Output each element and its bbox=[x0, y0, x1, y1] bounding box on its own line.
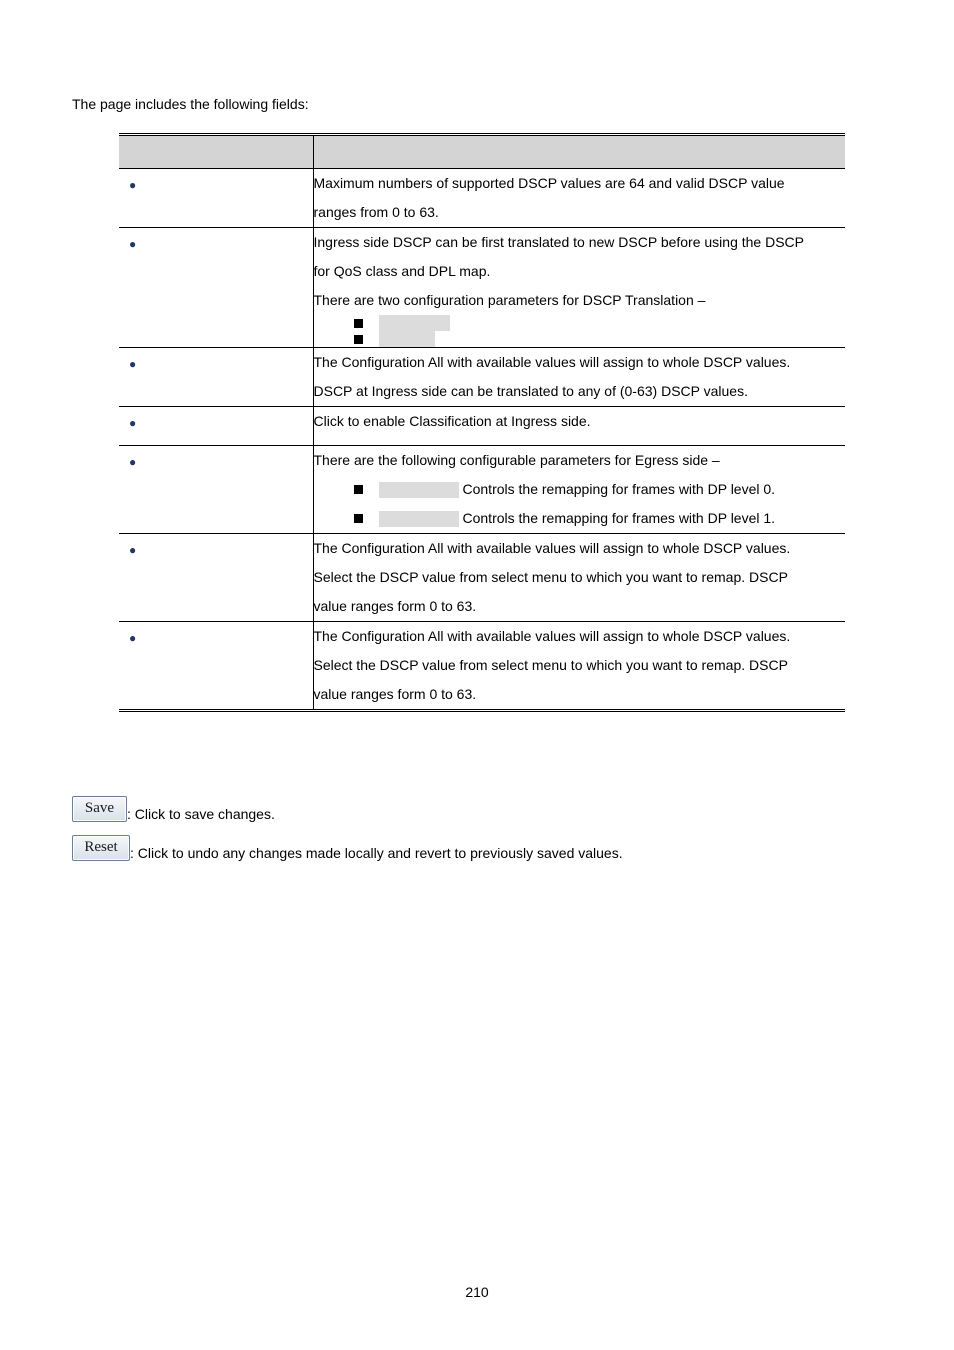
description-line: Click to enable Classification at Ingress side. bbox=[313, 413, 591, 429]
bullet-icon: ● bbox=[129, 543, 137, 557]
description-cell bbox=[313, 348, 845, 407]
table-row bbox=[119, 169, 845, 228]
table-header-row bbox=[119, 135, 845, 169]
object-cell bbox=[119, 348, 313, 407]
description-cell bbox=[313, 622, 845, 711]
description-line: The Configuration All with available values will assign to whole DSCP values. bbox=[313, 540, 791, 556]
bullet-icon: ● bbox=[129, 455, 137, 469]
description-cell bbox=[313, 407, 845, 446]
sub-item bbox=[314, 475, 846, 504]
description-line: Ingress side DSCP can be first translated to new DSCP before using the DSCP bbox=[313, 234, 805, 250]
bullet-icon: ● bbox=[129, 631, 137, 645]
sub-item bbox=[314, 315, 846, 331]
header-object bbox=[119, 135, 313, 169]
redacted-label bbox=[379, 482, 459, 498]
intro-text: The page includes the following fields: bbox=[72, 96, 309, 112]
object-cell bbox=[119, 169, 313, 228]
description-line: The Configuration All with available values will assign to whole DSCP values. bbox=[313, 628, 791, 644]
description-cell bbox=[313, 228, 845, 348]
table-row bbox=[119, 348, 845, 407]
sub-item-text: Controls the remapping for frames with DP level 0. bbox=[462, 481, 776, 497]
description-line: ranges from 0 to 63. bbox=[313, 204, 439, 220]
description-line: value ranges form 0 to 63. bbox=[313, 598, 477, 614]
square-bullet-icon bbox=[354, 514, 363, 523]
sub-item bbox=[314, 504, 846, 533]
object-cell bbox=[119, 446, 313, 534]
description-cell bbox=[313, 169, 845, 228]
description-line: Select the DSCP value from select menu to which you want to remap. DSCP bbox=[313, 569, 788, 585]
bullet-icon: ● bbox=[129, 178, 137, 192]
description-line: The Configuration All with available values will assign to whole DSCP values. bbox=[313, 354, 791, 370]
save-row bbox=[72, 796, 275, 822]
bullet-icon: ● bbox=[129, 357, 137, 371]
object-cell bbox=[119, 534, 313, 622]
redacted-label bbox=[379, 511, 459, 527]
description-line: value ranges form 0 to 63. bbox=[313, 686, 477, 702]
redacted-label bbox=[379, 315, 450, 331]
save-description: : Click to save changes. bbox=[127, 806, 275, 822]
redacted-label bbox=[379, 331, 435, 347]
description-cell bbox=[313, 446, 845, 534]
table-row bbox=[119, 446, 845, 534]
description-line: Select the DSCP value from select menu to which you want to remap. DSCP bbox=[313, 657, 788, 673]
object-cell bbox=[119, 407, 313, 446]
sub-item bbox=[314, 331, 846, 347]
description-line: for QoS class and DPL map. bbox=[313, 263, 491, 279]
description-cell bbox=[313, 534, 845, 622]
square-bullet-icon bbox=[354, 485, 363, 494]
header-description bbox=[313, 135, 845, 169]
object-cell bbox=[119, 622, 313, 711]
description-line: There are two configuration parameters for DSCP Translation – bbox=[313, 292, 706, 308]
reset-row bbox=[72, 835, 623, 861]
description-line: DSCP at Ingress side can be translated to any of (0-63) DSCP values. bbox=[313, 383, 748, 399]
reset-description: : Click to undo any changes made locally and revert to previously saved values. bbox=[130, 845, 623, 861]
sub-item-text: Controls the remapping for frames with DP level 1. bbox=[462, 510, 776, 526]
description-line: Maximum numbers of supported DSCP values are 64 and valid DSCP value bbox=[313, 175, 785, 191]
fields-table bbox=[119, 133, 845, 712]
square-bullet-icon bbox=[354, 335, 363, 344]
table-row bbox=[119, 228, 845, 348]
bullet-icon: ● bbox=[129, 416, 137, 430]
square-bullet-icon bbox=[354, 319, 363, 328]
save-button[interactable]: Save bbox=[72, 796, 127, 822]
bullet-icon: ● bbox=[129, 237, 137, 251]
description-line: There are the following configurable parameters for Egress side – bbox=[313, 452, 720, 468]
reset-button[interactable]: Reset bbox=[72, 835, 130, 861]
table-row bbox=[119, 407, 845, 446]
table-row bbox=[119, 622, 845, 711]
page-number: 210 bbox=[465, 1284, 489, 1300]
table-row bbox=[119, 534, 845, 622]
object-cell bbox=[119, 228, 313, 348]
